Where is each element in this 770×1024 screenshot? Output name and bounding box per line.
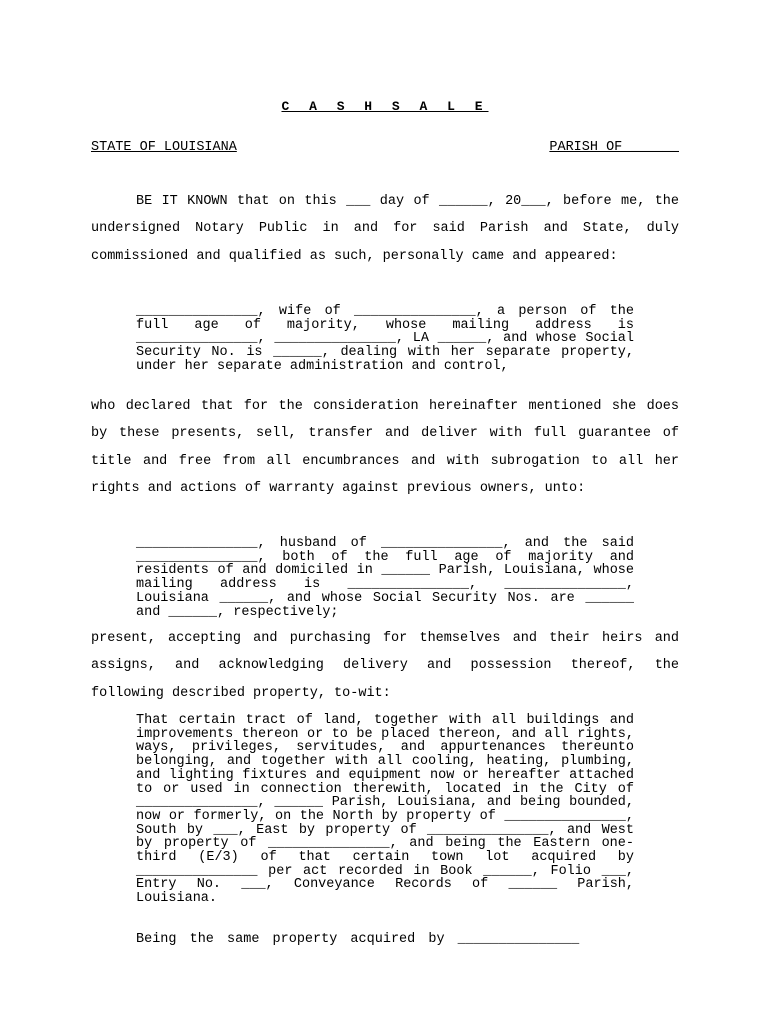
parish-heading: PARISH OF ______ (549, 140, 679, 155)
venue-heading (91, 140, 679, 156)
acceptance-paragraph: present, accepting and purchasing for themselves and their heirs and assigns, and acknowledging delivery and possession thereof, the following described property, to-wit: (91, 631, 679, 701)
state-heading: STATE OF LOUISIANA (91, 140, 237, 155)
intro-paragraph: BE IT KNOWN that on this ___ day of ______, 20___, before me, the undersigned Notary Public in and for said Parish and State, duly commissioned and qualified as such, personally came and appeared: (91, 194, 679, 264)
buyer-block: _______________, husband of _______________, and the said _______________, both of the full age of majority and residents of and domiciled in ______ Parish, Louisiana, whose mailing address is _______________, _______________, Louisiana ______, and whose Social Security Nos. are ______ and ______, respectively; (136, 536, 634, 620)
document-title: C A S H S A L E (281, 99, 489, 114)
declaration-paragraph: who declared that for the consideration hereinafter mentioned she does by these presents, sell, transfer and deliver with full guarantee of title and free from all encumbrances and with subrogation to all her rights and actions of warranty against previous owners, unto: (91, 399, 679, 497)
acquired-line: Being the same property acquired by _______________ (136, 932, 580, 947)
seller-block: _______________, wife of _______________, a person of the full age of majority, whose mailing address is _______________, _______________, LA ______, and whose Social Security No. is ______, dealing with her separate property, under her separate administration and control, (136, 304, 634, 374)
property-description-block: That certain tract of land, together with all buildings and improvements thereon or to be placed thereon, and all rights, ways, privileges, servitudes, and appurtenances thereunto belonging, and together with all cooling, heating, plumbing, and lighting fixtures and equipment now or hereafter attached to or used in connection therewith, located in the City of _______________, ______ Parish, Louisiana, and being bounded, now or formerly, on the North by property of _______________, South by ___, East by property of _______________, and West by property of _______________, and being the Eastern one-third (E/3) of that certain town lot acquired by _______________ per act recorded in Book ______, Folio ___, Entry No. ___, Conveyance Records of ______ Parish, Louisiana. (136, 713, 634, 907)
